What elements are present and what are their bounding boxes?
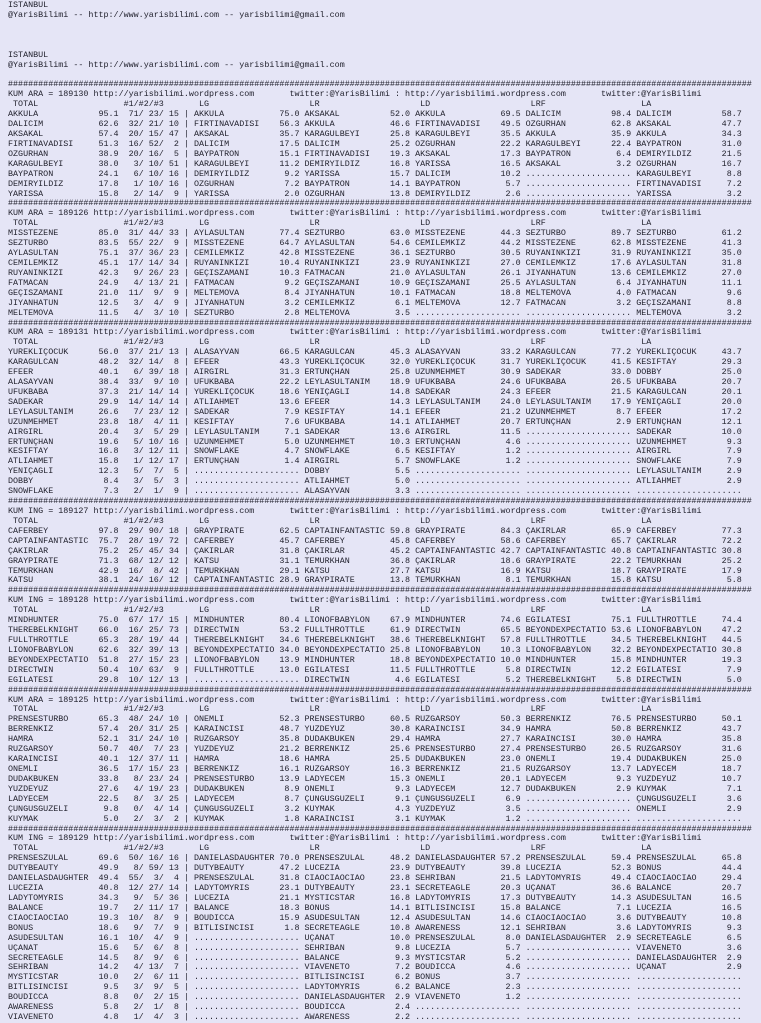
- section-header: KUM ING = 189128 http://yarisbilimi.wordpress.com twitter:@YarisBilimi : http://yarisbilimi.wordpress.com twitter:@YarisBilimi: [8, 596, 702, 606]
- horse-row: UZUNMEHMET 23.8 18/ 4/ 11 | KESIFTAY 7.6 UFUKBABA 14.1 ATLIAHMET 20.7 ERTUNÇHAN 2.9 ERTUNÇHAN 12.1: [8, 417, 742, 427]
- section-header: KUM ARA = 189130 http://yarisbilimi.wordpress.com twitter:@YarisBilimi : http://yarisbilimi.wordpress.com twitter:@YarisBilimi: [8, 90, 702, 100]
- horse-row: MISSTEZENE 85.0 31/ 44/ 33 | AYLASULTAN 77.4 SEZTURBO 63.0 MISSTEZENE 44.3 SEZTURBO 89.7 SEZTURBO 61.2: [8, 229, 742, 239]
- horse-row: FIRTINAVADISI 51.3 16/ 52/ 2 | DALICIM 17.5 DALICIM 25.2 ÖZGÜRHAN 22.2 KARAGÜLBEYI 22.4 BAYPATRON 31.0: [8, 139, 742, 149]
- horse-row: SEHRIBAN 14.2 4/ 13/ 7 | ..................... VIAVENETO 7.2 BOUDICCA 4.6 ..................... UÇANAT 2.9: [8, 963, 742, 973]
- horse-row: PRENSESTURBO 65.3 48/ 24/ 10 | ÖNEMLI 52.3 PRENSESTURBO 60.5 RÜZGARSOY 50.3 BERRENKIZ 76.5 PRENSESTURBO 50.1: [8, 715, 742, 725]
- section-separator: ####################################################################################################################################################: [8, 318, 752, 328]
- horse-row: BOUDICCA 8.8 0/ 2/ 15 | ..................... DANIELASDAUGHTER 2.9 VIAVENETO 1.2 ..................... .....................: [8, 993, 742, 1003]
- section-separator: ####################################################################################################################################################: [8, 497, 752, 507]
- horse-row: DUDAKBÜKEN 33.8 8/ 23/ 24 | PRENSESTURBO 13.9 LADYECEM 15.3 ÖNEMLI 20.1 LADYECEM 9.3 YÜZDEYÜZ 10.7: [8, 774, 742, 784]
- horse-row: BALANCE 19.7 2/ 11/ 17 | BALANCE 18.3 BONUS 14.1 BITLISINCISI 15.8 BALANCE 7.1 LUCEZIA 16.5: [8, 903, 742, 913]
- horse-row: KESIFTAY 16.8 3/ 12/ 11 | SNOWFLAKE 4.7 SNOWFLAKE 6.5 KESIFTAY 1.2 ..................... AIRGIRL 7.9: [8, 447, 742, 457]
- horse-row: LUCEZIA 40.8 12/ 27/ 14 | LADYTOMYRIS 23.1 DUTYBEAUTY 23.1 SECRETEAGLE 20.3 UÇANAT 36.6 BALANCE 20.7: [8, 884, 742, 894]
- horse-row: HAMRA 52.1 31/ 24/ 10 | RÜZGARSOY 35.8 DUDAKBÜKEN 29.4 HAMRA 27.7 KARAINCISI 30.0 HAMRA 35.8: [8, 735, 742, 745]
- blank-line: [8, 31, 761, 41]
- horse-row: BONUS 18.6 9/ 7/ 9 | BITLISINCISI 1.8 SECRETEAGLE 10.8 AWARENESS 12.1 SEHRIBAN 3.6 LADYTOMYRIS 9.3: [8, 923, 742, 933]
- horse-row: ASUDESULTAN 16.1 10/ 4/ 9 | ..................... UÇANAT 10.0 PRENSESZÜLAL 8.0 DANIELASDAUGHTER 2.9 SECRETEAGLE 6.5: [8, 933, 742, 943]
- horse-row: YENIÇAGLI 12.3 5/ 7/ 5 | ..................... DOBBY 5.5 ..................... ..................... LEYLASULTANIM 2.9: [8, 467, 742, 477]
- horse-row: BERRENKIZ 57.4 20/ 31/ 25 | KARAINCISI 48.7 YÜZDEYÜZ 30.8 KARAINCISI 34.9 HAMRA 50.8 BERRENKIZ 43.7: [8, 725, 742, 735]
- horse-row: ERTUNÇHAN 19.6 5/ 10/ 16 | UZUNMEHMET 5.0 UZUNMEHMET 10.3 ERTUNÇHAN 4.6 ..................... UZUNMEHMET 9.3: [8, 437, 742, 447]
- horse-row: AKSAKAL 57.4 20/ 15/ 47 | AKSAKAL 35.7 KARAGÜLBEYI 25.8 KARAGÜLBEYI 35.5 AKKULA 35.9 AKKULA 34.3: [8, 129, 742, 139]
- horse-row: LIONOFBABYLON 62.6 32/ 39/ 13 | BEYONDEXPECTATIO 34.0 BEYONDEXPECTATIO 25.8 LIONOFBABYLON 10.3 LIONOFBABYLON 32.2 BEYONDEXPECTATIO 30.8: [8, 645, 742, 655]
- horse-row: ALASAYVAN 38.4 33/ 9/ 10 | UFUKBABA 22.2 LEYLASULTANIM 18.9 UFUKBABA 24.6 UFUKBABA 26.5 UFUKBABA 20.7: [8, 378, 742, 388]
- sections-container: [8, 80, 761, 1023]
- horse-row: JIYANHATUN 12.5 3/ 4/ 9 | JIYANHATUN 3.2 CEMILEMKIZ 6.1 MELTEMOVA 12.7 FATMACAN 3.2 GEÇISZAMANI 8.8: [8, 298, 742, 308]
- horse-row: KARAINCISI 40.1 12/ 37/ 11 | HAMRA 18.6 HAMRA 25.5 DUDAKBÜKEN 23.0 ÖNEMLI 19.4 DUDAKBÜKEN 25.0: [8, 755, 742, 765]
- column-header-row: TOTAL #1/#2/#3 LG LR LD LRF LA: [8, 219, 652, 229]
- horse-row: SADEKAR 29.9 14/ 14/ 14 | ATLIAHMET 13.6 EFEER 14.3 LEYLASULTANIM 24.0 LEYLASULTANIM 17.9 YENIÇAGLI 20.0: [8, 397, 742, 407]
- horse-row: AWARENESS 5.8 2/ 1/ 8 | ..................... BOUDICCA 2.4 ..................... ..................... .....................: [8, 1003, 742, 1013]
- horse-row: CAPTAINFANTASTIC 75.7 28/ 19/ 72 | CAFERBEY 45.7 CAFERBEY 45.8 CAFERBEY 58.6 CAFERBEY 65.7 ÇAKIRLAR 72.2: [8, 536, 742, 546]
- blank-line: [8, 70, 761, 80]
- column-header-row: TOTAL #1/#2/#3 LG LR LD LRF LA: [8, 516, 652, 526]
- horse-row: GEÇISZAMANI 21.0 11/ 9/ 9 | MELTEMOVA 8.4 JIYANHATUN 10.1 FATMACAN 18.8 MELTEMOVA 4.0 FATMACAN 9.6: [8, 288, 742, 298]
- horse-row: SNOWFLAKE 7.3 2/ 1/ 9 | ..................... ALASAYVAN 3.3 ..................... ..................... .....................: [8, 487, 742, 497]
- column-header-row: TOTAL #1/#2/#3 LG LR LD LRF LA: [8, 705, 652, 715]
- horse-row: DANIELASDAUGHTER 49.4 55/ 3/ 4 | PRENSESZÜLAL 31.8 CIAOCIAOCIAO 23.8 SEHRIBAN 21.5 LADYTOMYRIS 49.4 CIAOCIAOCIAO 29.4: [8, 874, 742, 884]
- horse-row: AKKULA 95.1 71/ 23/ 15 | AKKULA 75.0 AKSAKAL 52.0 AKKULA 69.5 DALICIM 98.4 DALICIM 58.7: [8, 110, 742, 120]
- section-header: KUM ING = 189127 http://yarisbilimi.wordpress.com twitter:@YarisBilimi : http://yarisbilimi.wordpress.com twitter:@YarisBilimi: [8, 507, 702, 517]
- horse-row: KARAGÜLCAN 48.2 32/ 14/ 8 | EFEER 43.3 YÜREKLIÇOCUK 32.0 YÜREKLIÇOCUK 31.7 YÜREKLIÇOCUK 41.5 KESIFTAY 29.3: [8, 358, 742, 368]
- horse-row: DOBBY 8.4 3/ 5/ 3 | ..................... ATLIAHMET 5.0 ..................... ..................... ATLIAHMET 2.9: [8, 477, 742, 487]
- horse-row: MYSTICSTAR 10.0 2/ 6/ 11 | ..................... BITLISINCISI 6.2 BONUS 3.7 ..................... .....................: [8, 973, 742, 983]
- section-header: KUM ING = 189129 http://yarisbilimi.wordpress.com twitter:@YarisBilimi : http://yarisbilimi.wordpress.com twitter:@YarisBilimi: [8, 834, 702, 844]
- section-separator: ####################################################################################################################################################: [8, 199, 752, 209]
- horse-row: SEZTURBO 83.5 55/ 22/ 9 | MISSTEZENE 64.7 AYLASULTAN 54.6 CEMILEMKIZ 44.2 MISSTEZENE 62.8 MISSTEZENE 41.3: [8, 239, 742, 249]
- horse-row: EGILATESI 29.8 10/ 12/ 13 | ..................... DIRECTWIN 4.6 EGILATESI 5.2 THEREBELKNIGHT 5.8 DIRECTWIN 5.0: [8, 675, 742, 685]
- horse-row: CIAOCIAOCIAO 19.3 10/ 8/ 9 | BOUDICCA 15.9 ASUDESULTAN 12.4 ASUDESULTAN 14.6 CIAOCIAOCIAO 3.6 DUTYBEAUTY 10.8: [8, 913, 742, 923]
- blank-line: [8, 21, 761, 31]
- horse-row: ÖZGÜRHAN 38.9 20/ 16/ 5 | BAYPATRON 15.1 FIRTINAVADISI 19.3 AKSAKAL 17.3 BAYPATRON 6.4 DEMIRYILDIZ 21.5: [8, 149, 742, 159]
- horse-row: ÇAKIRLAR 75.2 25/ 45/ 34 | ÇAKIRLAR 31.8 ÇAKIRLAR 45.2 CAPTAINFANTASTIC 42.7 CAPTAINFANTASTIC 40.8 CAPTAINFANTASTIC 30.8: [8, 546, 742, 556]
- horse-row: CEMILEMKIZ 45.1 17/ 14/ 34 | RÜYANINKIZI 10.4 RÜYANINKIZI 23.9 RÜYANINKIZI 27.0 CEMILEMKIZ 17.6 AYLASULTAN 31.8: [8, 258, 742, 268]
- section-header: KUM ARA = 189126 http://yarisbilimi.wordpress.com twitter:@YarisBilimi : http://yarisbilimi.wordpress.com twitter:@YarisBilimi: [8, 209, 702, 219]
- section-header: KUM ARA = 189125 http://yarisbilimi.wordpress.com twitter:@YarisBilimi : http://yarisbilimi.wordpress.com twitter:@YarisBilimi: [8, 695, 702, 705]
- horse-row: DIRECTWIN 50.4 10/ 63/ 9 | FULLTHROTTLE 13.0 EGILATESI 11.5 FULLTHROTTLE 5.8 DIRECTWIN 12.2 EGILATESI 7.9: [8, 665, 742, 675]
- section-header: KUM ARA = 189131 http://yarisbilimi.wordpress.com twitter:@YarisBilimi : http://yarisbilimi.wordpress.com twitter:@YarisBilimi: [8, 328, 702, 338]
- horse-row: BITLISINCISI 9.5 3/ 9/ 5 | ..................... LADYTOMYRIS 6.2 BALANCE 2.3 ..................... .....................: [8, 983, 742, 993]
- column-header-row: TOTAL #1/#2/#3 LG LR LD LRF LA: [8, 338, 652, 348]
- horse-row: EFEER 40.1 6/ 39/ 18 | AIRGIRL 31.3 ERTUNÇHAN 25.8 UZUNMEHMET 30.9 SADEKAR 33.0 DOBBY 25.0: [8, 368, 742, 378]
- horse-row: TEMURKHAN 42.9 16/ 8/ 42 | TEMURKHAN 29.1 KATSU 27.7 KATSU 16.9 KATSU 18.7 GRAYPIRATE 17.9: [8, 566, 742, 576]
- intro-city-repeat: ISTANBUL: [8, 50, 49, 60]
- horse-row: ÇÜNGÜSGÜZELI 9.8 0/ 4/ 14 | ÇÜNGÜSGÜZELI 3.2 KUYMAK 4.3 YÜZDEYÜZ 3.5 ..................... ÖNEMLI 2.9: [8, 804, 742, 814]
- horse-row: CAFERBEY 97.8 29/ 90/ 18 | GRAYPIRATE 62.5 CAPTAINFANTASTIC 59.8 GRAYPIRATE 84.3 ÇAKIRLAR 65.9 CAFERBEY 77.3: [8, 526, 742, 536]
- horse-row: VIAVENETO 4.8 1/ 4/ 3 | ..................... AWARENESS 2.2 ..................... ..................... .....................: [8, 1013, 742, 1023]
- horse-row: DEMIRYILDIZ 17.8 1/ 10/ 16 | ÖZGÜRHAN 7.2 BAYPATRON 14.1 BAYPATRON 5.7 ..................... FIRTINAVADISI 7.2: [8, 179, 742, 189]
- horse-row: PRENSESZÜLAL 69.6 50/ 16/ 16 | DANIELASDAUGHTER 70.0 PRENSESZÜLAL 48.2 DANIELASDAUGHTER 57.2 PRENSESZÜLAL 59.4 PRENSESZÜLAL 65.8: [8, 854, 742, 864]
- horse-row: LADYTOMYRIS 34.3 9/ 5/ 36 | LUCEZIA 21.1 MYSTICSTAR 16.8 LADYTOMYRIS 17.3 DUTYBEAUTY 14.3 ASUDESULTAN 16.5: [8, 893, 742, 903]
- horse-row: YÜZDEYÜZ 27.6 4/ 19/ 23 | DUDAKBÜKEN 8.9 ÖNEMLI 9.3 LADYECEM 12.7 DUDAKBÜKEN 2.9 KUYMAK 7.1: [8, 784, 742, 794]
- horse-row: BAYPATRON 24.1 6/ 10/ 16 | DEMIRYILDIZ 9.2 YARISSA 15.7 DALICIM 10.2 ..................... KARAGÜLBEYI 8.8: [8, 169, 742, 179]
- horse-row: THEREBELKNIGHT 66.0 16/ 25/ 73 | DIRECTWIN 53.2 FULLTHROTTLE 61.9 DIRECTWIN 65.5 BEYONDEXPECTATIO 53.6 LIONOFBABYLON 47.2: [8, 626, 742, 636]
- blank-line: [8, 41, 761, 51]
- horse-row: SECRETEAGLE 14.5 8/ 9/ 6 | ..................... BALANCE 9.3 MYSTICSTAR 5.2 ..................... DANIELASDAUGHTER 2.9: [8, 953, 742, 963]
- horse-row: BEYONDEXPECTATIO 51.8 27/ 15/ 23 | LIONOFBABYLON 13.9 MINDHUNTER 18.8 BEYONDEXPECTATIO 10.0 MINDHUNTER 15.8 MINDHUNTER 19.3: [8, 655, 742, 665]
- intro-byline-repeat: @YarisBilimi -- http://www.yarisbilimi.com -- yarisbilimi@gmail.com: [8, 60, 345, 70]
- horse-row: ATLIAHMET 15.8 1/ 12/ 17 | ERTUNÇHAN 1.4 AIRGIRL 5.7 SNOWFLAKE 1.2 ..................... SNOWFLAKE 7.9: [8, 457, 742, 467]
- horse-row: KUYMAK 5.0 2/ 3/ 2 | KUYMAK 1.8 KARAINCISI 3.1 KUYMAK 1.2 ..................... .....................: [8, 814, 742, 824]
- column-header-row: TOTAL #1/#2/#3 LG LR LD LRF LA: [8, 606, 652, 616]
- horse-row: GRAYPIRATE 71.3 68/ 12/ 12 | KATSU 31.1 TEMURKHAN 36.8 ÇAKIRLAR 18.6 GRAYPIRATE 22.2 TEMURKHAN 25.2: [8, 556, 742, 566]
- section-separator: ####################################################################################################################################################: [8, 824, 752, 834]
- horse-row: AYLASULTAN 75.1 37/ 36/ 23 | CEMILEMKIZ 42.8 MISSTEZENE 36.1 SEZTURBO 30.5 RÜYANINKIZI 31.9 RÜYANINKIZI 35.0: [8, 249, 742, 259]
- horse-row: MELTEMOVA 11.5 4/ 3/ 10 | SEZTURBO 2.8 MELTEMOVA 3.5 ..................... ..................... MELTEMOVA 3.2: [8, 308, 742, 318]
- horse-row: DUTYBEAUTY 49.9 8/ 59/ 13 | DUTYBEAUTY 47.2 LUCEZIA 23.9 DUTYBEAUTY 39.8 LUCEZIA 52.3 BONUS 44.4: [8, 864, 742, 874]
- intro-byline: @YarisBilimi -- http://www.yarisbilimi.com -- yarisbilimi@gmail.com: [8, 10, 345, 20]
- horse-row: AIRGIRL 20.4 3/ 5/ 29 | LEYLASULTANIM 7.1 SADEKAR 13.6 AIRGIRL 11.5 ..................... SADEKAR 10.0: [8, 427, 742, 437]
- section-separator: ####################################################################################################################################################: [8, 685, 752, 695]
- horse-row: LADYECEM 22.5 8/ 3/ 25 | LADYECEM 8.7 ÇÜNGÜSGÜZELI 9.1 ÇÜNGÜSGÜZELI 6.9 ..................... ÇÜNGÜSGÜZELI 3.6: [8, 794, 742, 804]
- horse-row: FULLTHROTTLE 65.3 28/ 19/ 44 | THEREBELKNIGHT 34.6 THEREBELKNIGHT 38.6 THEREBELKNIGHT 57.8 FULLTHROTTLE 34.5 THEREBELKNIGHT 44.5: [8, 636, 742, 645]
- horse-row: KARAGÜLBEYI 38.0 3/ 10/ 51 | KARAGÜLBEYI 11.2 DEMIRYILDIZ 16.8 YARISSA 16.5 AKSAKAL 3.2 ÖZGÜRHAN 16.7: [8, 159, 742, 169]
- horse-row: FATMACAN 24.9 4/ 13/ 21 | FATMACAN 9.2 GEÇISZAMANI 10.9 GEÇISZAMANI 25.5 AYLASULTAN 6.4 JIYANHATUN 11.1: [8, 278, 742, 288]
- horse-row: LEYLASULTANIM 26.6 7/ 23/ 12 | SADEKAR 7.9 KESIFTAY 14.1 EFEER 21.2 UZUNMEHMET 8.7 EFEER 17.2: [8, 407, 742, 417]
- horse-row: UÇANAT 15.6 5/ 6/ 8 | ..................... SEHRIBAN 9.8 LUCEZIA 5.7 ..................... VIAVENETO 3.6: [8, 943, 742, 953]
- horse-row: MINDHUNTER 75.0 67/ 17/ 15 | MINDHUNTER 80.4 LIONOFBABYLON 67.9 MINDHUNTER 74.6 EGILATESI 75.1 FULLTHROTTLE 74.4: [8, 616, 742, 626]
- horse-row: KATSU 38.1 24/ 16/ 12 | CAPTAINFANTASTIC 28.9 GRAYPIRATE 13.8 TEMURKHAN 8.1 TEMURKHAN 15.8 KATSU 5.8: [8, 576, 742, 586]
- horse-row: RÜYANINKIZI 42.3 9/ 26/ 23 | GEÇISZAMANI 10.3 FATMACAN 21.0 AYLASULTAN 26.1 JIYANHATUN 13.6 CEMILEMKIZ 27.0: [8, 268, 742, 278]
- horse-row: YÜREKLIÇOCUK 56.0 37/ 21/ 13 | ALASAYVAN 66.5 KARAGÜLCAN 45.3 ALASAYVAN 33.2 KARAGÜLCAN 77.2 YÜREKLIÇOCUK 43.7: [8, 348, 742, 358]
- horse-row: ÖNEMLI 36.5 17/ 15/ 23 | BERRENKIZ 16.1 RÜZGARSOY 16.3 BERRENKIZ 21.5 RÜZGARSOY 13.7 LADYECEM 18.7: [8, 764, 742, 774]
- column-header-row: TOTAL #1/#2/#3 LG LR LD LRF LA: [8, 100, 652, 110]
- column-header-row: TOTAL #1/#2/#3 LG LR LD LRF LA: [8, 844, 652, 854]
- horse-row: DALICIM 62.6 32/ 21/ 10 | FIRTINAVADISI 56.3 AKKULA 46.6 FIRTINAVADISI 49.5 ÖZGÜRHAN 62.8 AKSAKAL 47.7: [8, 120, 742, 130]
- intro-city: ISTANBUL: [8, 1, 49, 10]
- section-separator: ####################################################################################################################################################: [8, 80, 752, 90]
- horse-row: YARISSA 15.8 2/ 14/ 9 | YARISSA 2.0 ÖZGÜRHAN 13.8 DEMIRYILDIZ 2.6 ..................... YARISSA 3.2: [8, 189, 742, 199]
- section-separator: ####################################################################################################################################################: [8, 586, 752, 596]
- horse-row: RÜZGARSOY 50.7 40/ 7/ 23 | YÜZDEYÜZ 21.2 BERRENKIZ 25.6 PRENSESTURBO 27.4 PRENSESTURBO 26.5 RÜZGARSOY 31.6: [8, 745, 742, 755]
- horse-row: UFUKBABA 37.3 21/ 14/ 14 | YÜREKLIÇOCUK 18.6 YENIÇAGLI 14.8 SADEKAR 24.3 EFEER 21.5 KARAGÜLCAN 20.1: [8, 387, 742, 397]
